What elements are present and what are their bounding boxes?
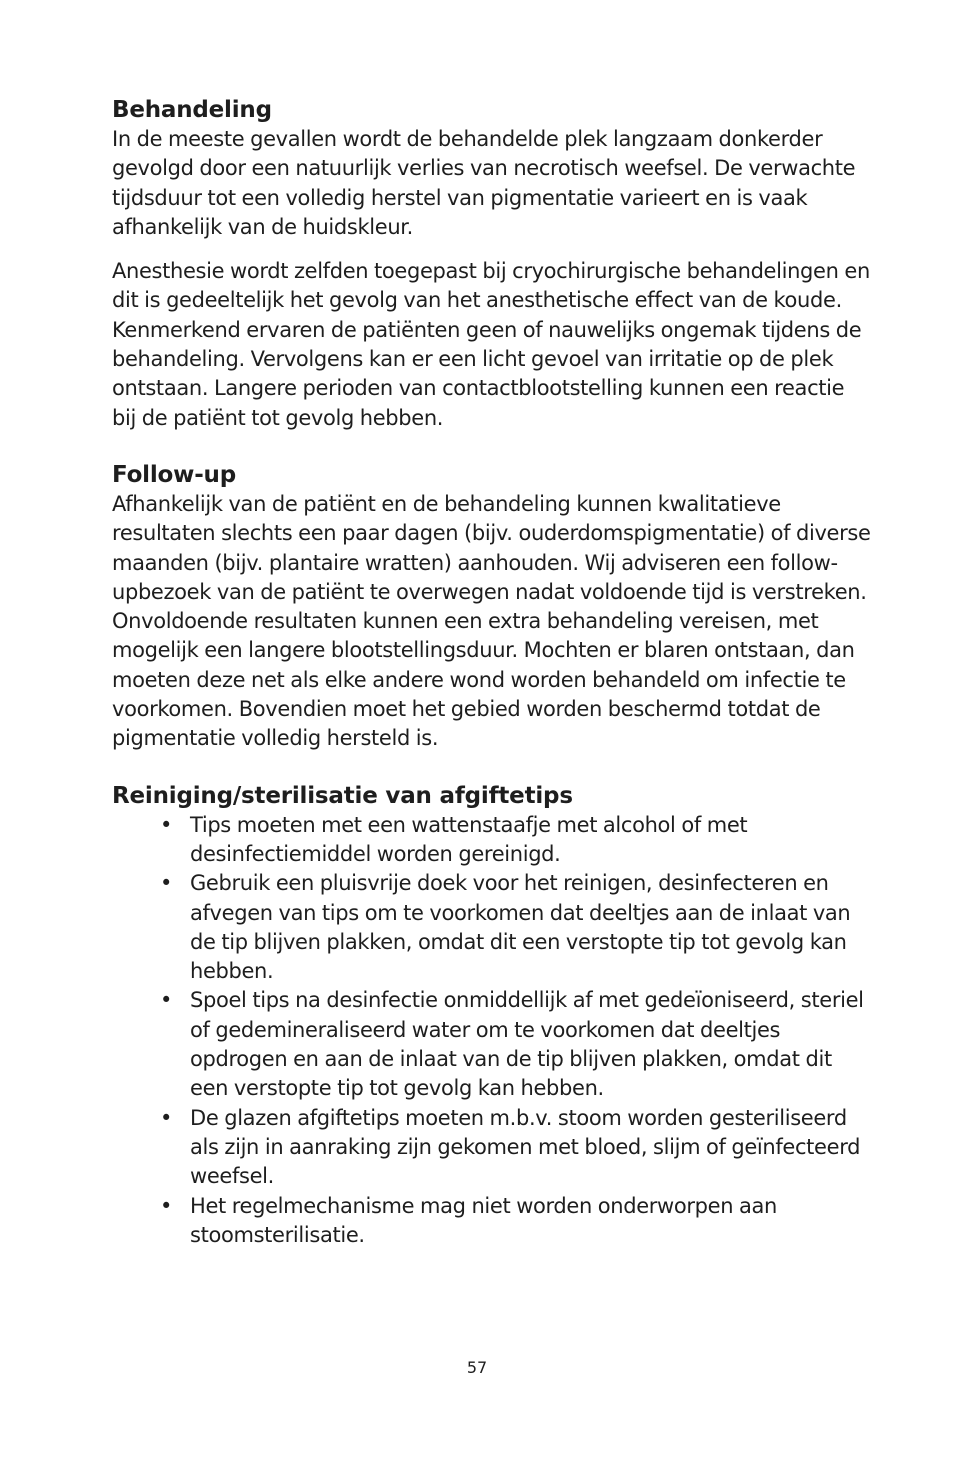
section-heading-behandeling: Behandeling bbox=[112, 97, 272, 123]
list-item bbox=[112, 869, 872, 986]
list-item bbox=[112, 1104, 872, 1192]
bullet-icon: • bbox=[160, 1105, 173, 1130]
paragraph: In de meeste gevallen wordt de behandelde plek langzaam donkerder gevolgd door een natuurlijk verlies van necrotisch weefsel. De verwachte tijdsduur tot een volledig herstel van pigmentatie varieert en is vaak afhankelijk van de huidskleur. bbox=[112, 127, 856, 239]
list-item-text: Spoel tips na desinfectie onmiddellijk af met gedeïoniseerd, steriel of gedemineraliseerd water om te voorkomen dat deeltjes opdrogen en aan de inlaat van de tip blijven plakken, omdat dit een verstopte tip tot gevolg kan hebben. bbox=[190, 988, 864, 1101]
bullet-list bbox=[112, 811, 872, 1250]
list-item-text: Tips moeten met een wattenstaafje met alcohol of met desinfectiemiddel worden gereinigd. bbox=[190, 812, 748, 866]
bullet-icon: • bbox=[160, 871, 173, 896]
section-heading-reiniging: Reiniging/sterilisatie van afgiftetips bbox=[112, 782, 573, 809]
bullet-icon: • bbox=[160, 812, 173, 837]
paragraph: Anesthesie wordt zelfden toegepast bij cryochirurgische behandelingen en dit is gedeeltelijk het gevolg van het anesthetische effect van de koude. Kenmerkend ervaren de patiënten geen of nauwelijks ongemak tijdens de behandeling. Vervolgens kan er een licht gevoel van irritatie op de plek ontstaan. Langere perioden van contactblootstelling kunnen een reactie bij de patiënt tot gevolg hebben. bbox=[112, 259, 870, 430]
list-item bbox=[112, 986, 872, 1103]
bullet-icon: • bbox=[160, 1193, 173, 1218]
list-item-text: De glazen afgiftetips moeten m.b.v. stoom worden gesteriliseerd als zijn in aanraking zijn gekomen met bloed, slijm of geïnfecteerd weefsel. bbox=[190, 1105, 861, 1189]
list-item-text: Het regelmechanisme mag niet worden onderworpen aan stoomsterilisatie. bbox=[190, 1193, 777, 1247]
bullet-icon: • bbox=[160, 988, 173, 1013]
list-item-text: Gebruik een pluisvrije doek voor het reinigen, desinfecteren en afvegen van tips om te voorkomen dat deeltjes aan de inlaat van de tip blijven plakken, omdat dit een verstopte tip tot gevolg kan hebben. bbox=[190, 871, 851, 984]
document-page bbox=[112, 95, 872, 1250]
list-item bbox=[112, 811, 872, 870]
page-number: 57 bbox=[466, 1358, 488, 1377]
list-item bbox=[112, 1192, 872, 1251]
paragraph: Afhankelijk van de patiënt en de behandeling kunnen kwalitatieve resultaten slechts een paar dagen (bijv. ouderdomspigmentatie) of diverse maanden (bijv. plantaire wratten) aanhouden. Wij adviseren een follow-upbezoek van de patiënt te overwegen nadat voldoende tijd is verstreken. Onvoldoende resultaten kunnen een extra behandeling vereisen, met mogelijk een langere blootstellingsduur. Mochten er blaren ontstaan, dan moeten deze net als elke andere wond worden behandeld om infectie te voorkomen. Bovendien moet het gebied worden beschermd totdat de pigmentatie volledig hersteld is. bbox=[112, 491, 871, 751]
section-heading-follow-up: Follow-up bbox=[112, 461, 236, 488]
